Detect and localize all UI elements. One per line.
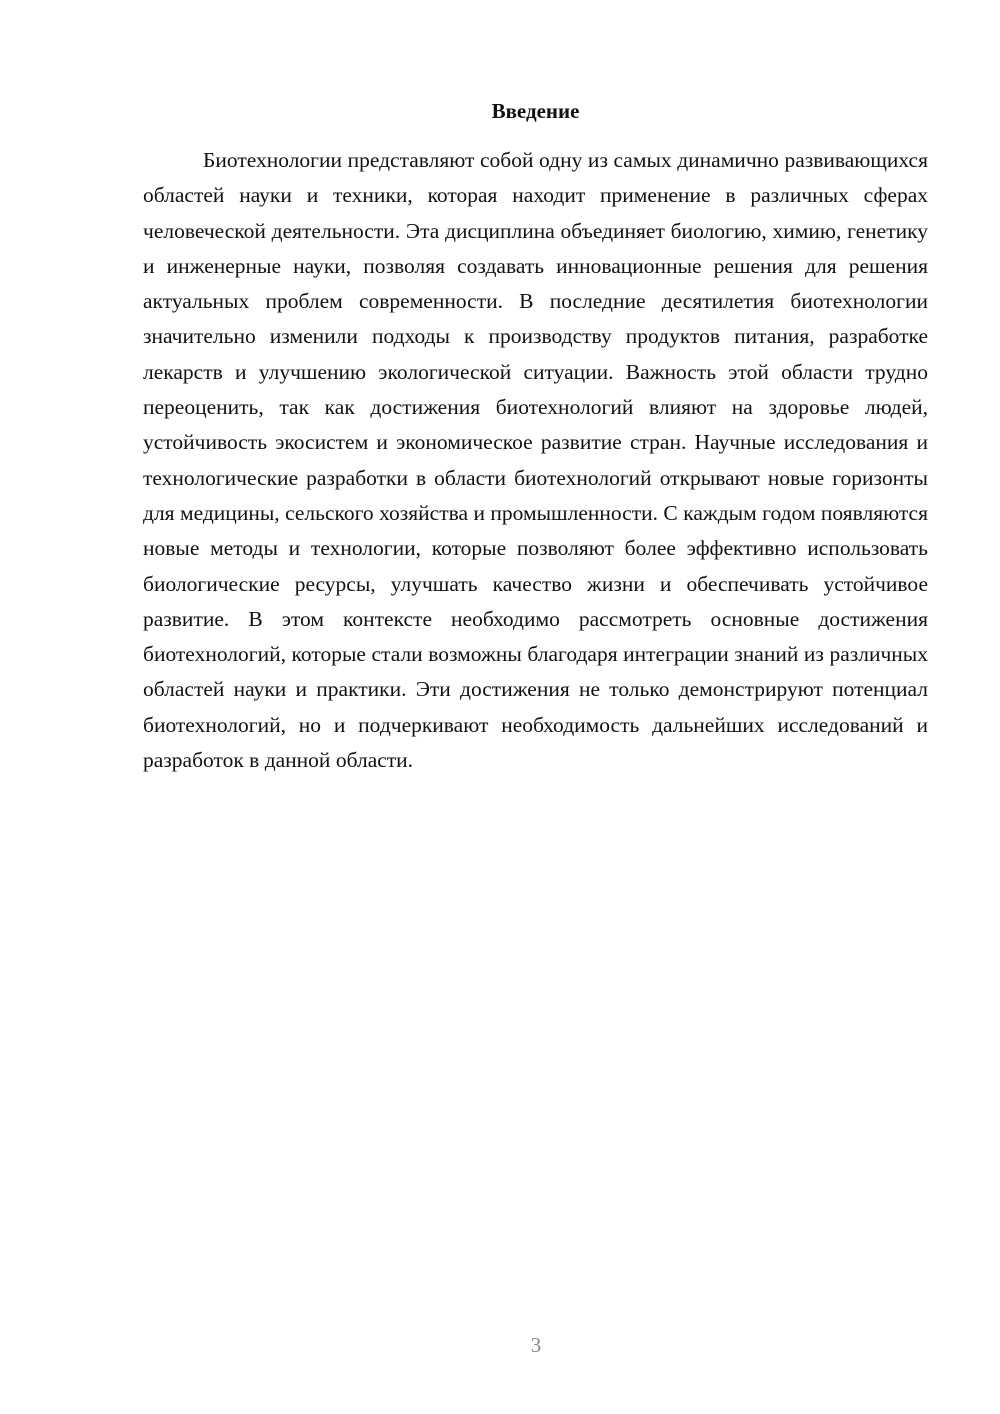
intro-paragraph: Биотехнологии представляют собой одну из самых динамично развивающихся областей науки и техники, которая находит применение в различных сферах человеческой деятельности. Эта дисциплина объединяет биологию, химию, генетику и инженерные науки, позволяя создавать инновационные решения для решения актуальных проблем современности. В последние десятилетия биотехнологии значительно изменили подходы к производству продуктов питания, разработке лекарств и улучшению экологической ситуации. Важность этой области трудно переоценить, так как достижения биотехнологий влияют на здоровье людей, устойчивость экосистем и экономическое развитие стран. Научные исследования и технологические разработки в области биотехнологий открывают новые горизонты для медицины, сельского хозяйства и промышленности. С каждым годом появляются новые методы и технологии, которые позволяют более эффективно использовать биологические ресурсы, улучшать качество жизни и обеспечивать устойчивое развитие. В этом контексте необходимо рассмотреть основные достижения биотехнологий, которые стали возможны благодаря интеграции знаний из различных областей науки и практики. Эти достижения не только демонстрируют потенциал биотехнологий, но и подчеркивают необходимость дальнейших исследований и разработок в данной области. xyxy=(143,148,928,773)
page-number: 3 xyxy=(530,1333,542,1357)
section-title: Введение xyxy=(491,99,580,123)
